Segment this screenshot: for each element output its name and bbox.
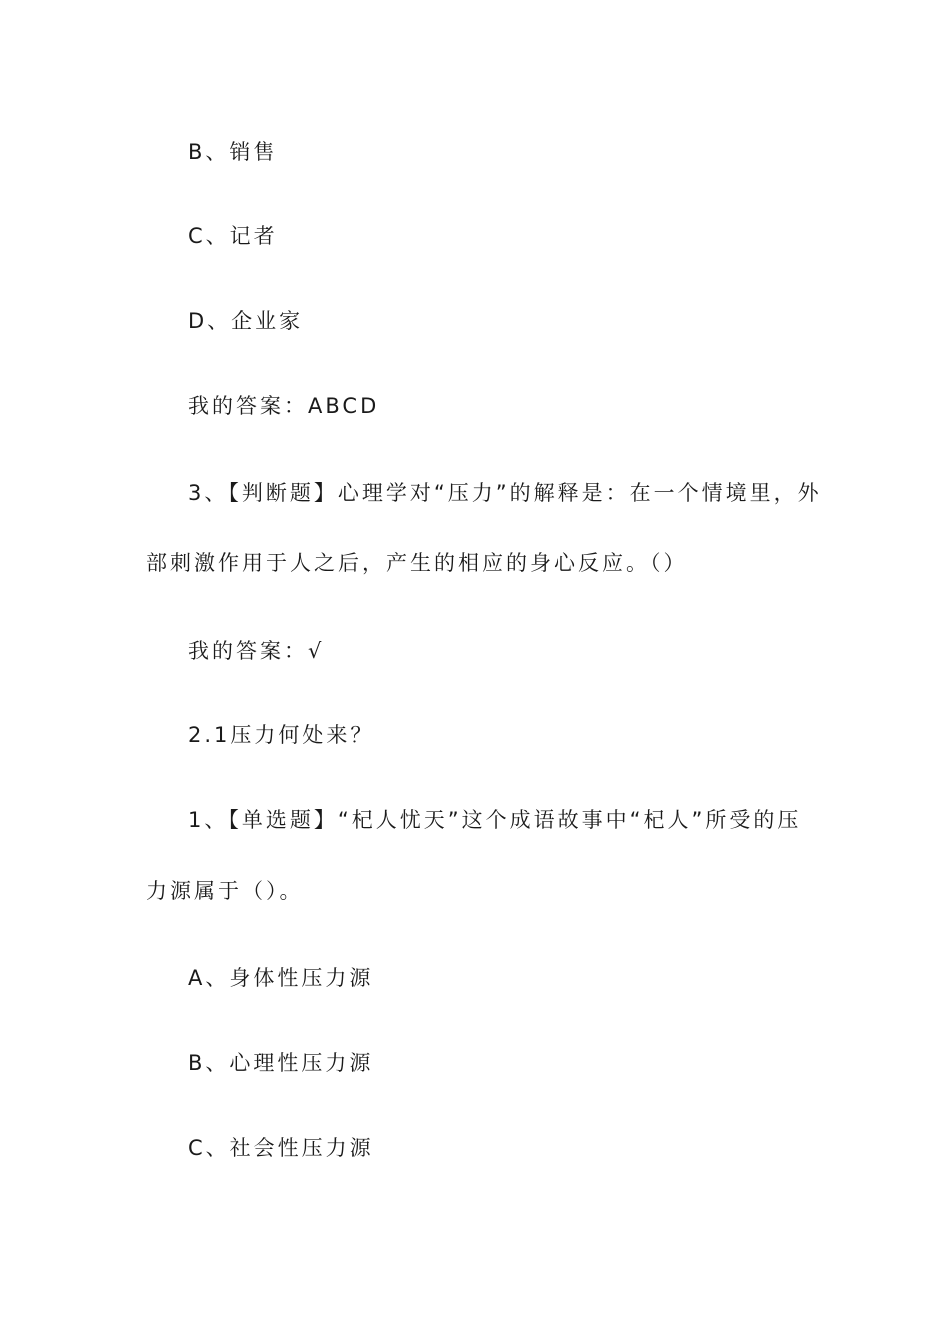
- question-1-line-2: 力源属于（）。: [146, 879, 304, 903]
- question-1-line-1: 1、【单选题】“杞人忧天”这个成语故事中“杞人”所受的压: [188, 808, 802, 832]
- answer-q2: 我的答案：ABCD: [188, 394, 380, 418]
- answer-q3: 我的答案：√: [188, 639, 325, 663]
- option-d-entrepreneur: D、企业家: [188, 309, 304, 333]
- section-heading-2-1: 2.1压力何处来？: [188, 723, 375, 747]
- option-c-reporter: C、记者: [188, 224, 278, 248]
- question-3-line-1: 3、【判断题】心理学对“压力”的解释是：在一个情境里，外: [188, 481, 822, 505]
- option-c-social: C、社会性压力源: [188, 1136, 374, 1160]
- option-b-psychological: B、心理性压力源: [188, 1051, 374, 1075]
- option-b-sales: B、销售: [188, 140, 278, 164]
- option-a-physical: A、身体性压力源: [188, 966, 374, 990]
- question-3-line-2: 部刺激作用于人之后，产生的相应的身心反应。（）: [146, 551, 688, 575]
